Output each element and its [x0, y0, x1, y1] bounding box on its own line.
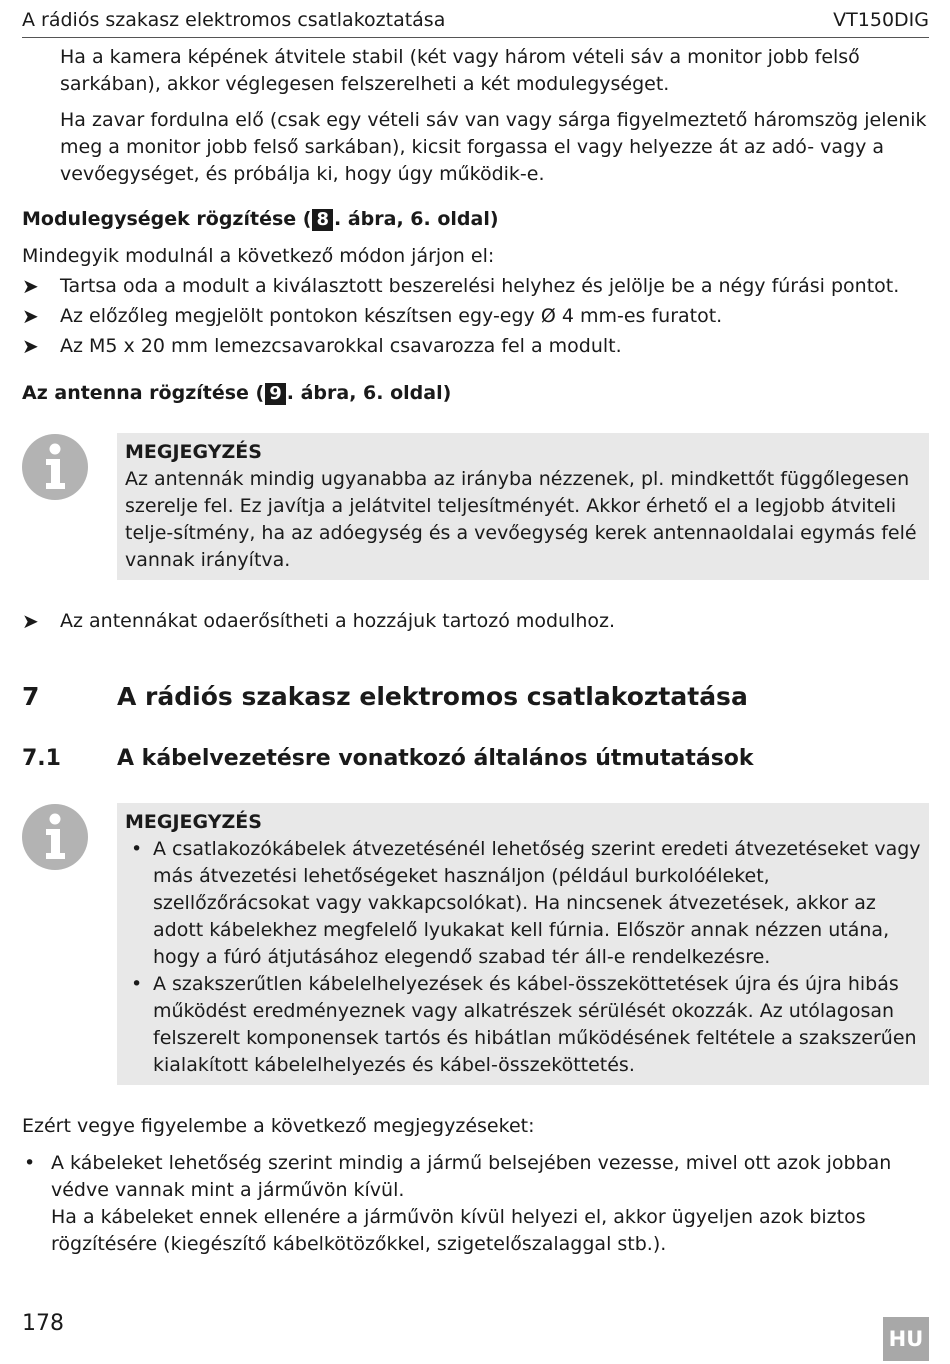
- cabling-lead: Ezért vegye figyelembe a következő megjegyzéseket:: [22, 1115, 535, 1137]
- section-number: 7.1: [22, 746, 61, 771]
- note-text: Az antennák mindig ugyanabba az irányba nézzenek, pl. mindkettőt függőlegesen szerelje fel. Ez javítja a jelátvitel teljesítményét. Akkor érhető el a legjobb átviteli telje-sítmény, ha az adóegység és a vevőegység kerek antennaoldalai egymás felé vannak irányítva.: [125, 468, 917, 571]
- note-list-item: • A szakszerűtlen kábelelhelyezések és kábel-összeköttetések újra és újra hibás működést eredményeznek vagy alkatrészek sérülését okozzák. Az utólagosan felszerelt komponensek tartós és hibátlan működésének feltétele a szakszerűen kialakított kábelelhelyezés és kábel-összeköttetés.: [131, 973, 917, 1076]
- arrow-icon: ➤: [22, 274, 39, 298]
- section-title: A kábelvezetésre vonatkozó általános útmutatások: [117, 746, 754, 771]
- header-model: VT150DIG: [833, 9, 929, 31]
- info-icon: [22, 434, 88, 500]
- section-title: A rádiós szakasz elektromos csatlakoztatása: [117, 682, 748, 711]
- modules-step-1: ➤ Tartsa oda a modult a kiválasztott beszerelési helyhez és jelölje be a négy fúrási pontot.: [22, 274, 900, 298]
- intro-paragraph-2: Ha zavar fordulna elő (csak egy vételi sáv van vagy sárga figyelmeztető háromszög jelenik meg a monitor jobb felső sarkában), kicsit forgassa el vagy helyezze át az adó- vagy a vevőegységet, és próbálja ki, hogy úgy működik-e.: [60, 109, 927, 185]
- modules-lead: Mindegyik modulnál a következő módon járjon el:: [22, 245, 495, 267]
- section-number: 7: [22, 682, 40, 711]
- modules-step-2: ➤ Az előzőleg megjelölt pontokon készítsen egy-egy Ø 4 mm-es furatot.: [22, 304, 723, 328]
- arrow-icon: ➤: [22, 334, 39, 358]
- intro-paragraph-1: Ha a kamera képének átvitele stabil (két vagy három vételi sáv a monitor jobb felső sarkában), akkor véglegesen felszerelheti a két modulegységet.: [60, 46, 860, 95]
- note-title: MEGJEGYZÉS: [125, 441, 262, 463]
- note-list-item: • A csatlakozókábelek átvezetésénél lehetőség szerint eredeti átvezetéseket vagy más átvezetési lehetőségeket használjon (például burkolóéleket, szellőzőrácsokat vagy vakkapcsolókat). Ha nincsenek átvezetések, akkor az adott kábelekhez megfelelő lyukakat kell fúrnia. Először annak nézzen utána, hogy a fúró átjutásához elegendő szabad tér áll-e rendelkezésre.: [131, 838, 921, 968]
- figure-number-badge: 9: [265, 383, 286, 405]
- arrow-icon: ➤: [22, 609, 39, 633]
- figure-number-badge: 8: [312, 209, 333, 231]
- note-title: MEGJEGYZÉS: [125, 811, 262, 833]
- modules-heading: Modulegységek rögzítése ( 8 . ábra, 6. oldal): [22, 208, 499, 230]
- cabling-bullet: • A kábeleket lehetőség szerint mindig a jármű belsejében vezesse, mivel ott azok jobban védve vannak mint a járművön kívül. Ha a kábeleket ennek ellenére a járművön kívül helyezi el, akkor ügyeljen azok biztos rögzítésére (kiegészítő kábelkötözőkkel, szigetelőszalaggal stb.).: [24, 1152, 892, 1255]
- bullet-dot: •: [24, 1152, 36, 1174]
- antenna-step: ➤ Az antennákat odaerősítheti a hozzájuk tartozó modulhoz.: [22, 609, 616, 633]
- info-icon: [22, 804, 88, 870]
- modules-step-3: ➤ Az M5 x 20 mm lemezcsavarokkal csavarozza fel a modult.: [22, 334, 622, 358]
- language-badge: HU: [883, 1317, 929, 1361]
- header-chapter-title: A rádiós szakasz elektromos csatlakoztatása: [22, 9, 446, 31]
- note-list: [125, 836, 921, 1079]
- note-box-cabling: [117, 803, 929, 1085]
- page-number: 178: [22, 1311, 64, 1336]
- note-box-antenna: [117, 433, 929, 580]
- antenna-heading: Az antenna rögzítése ( 9 . ábra, 6. oldal): [22, 382, 452, 404]
- arrow-icon: ➤: [22, 304, 39, 328]
- running-header: [22, 7, 929, 38]
